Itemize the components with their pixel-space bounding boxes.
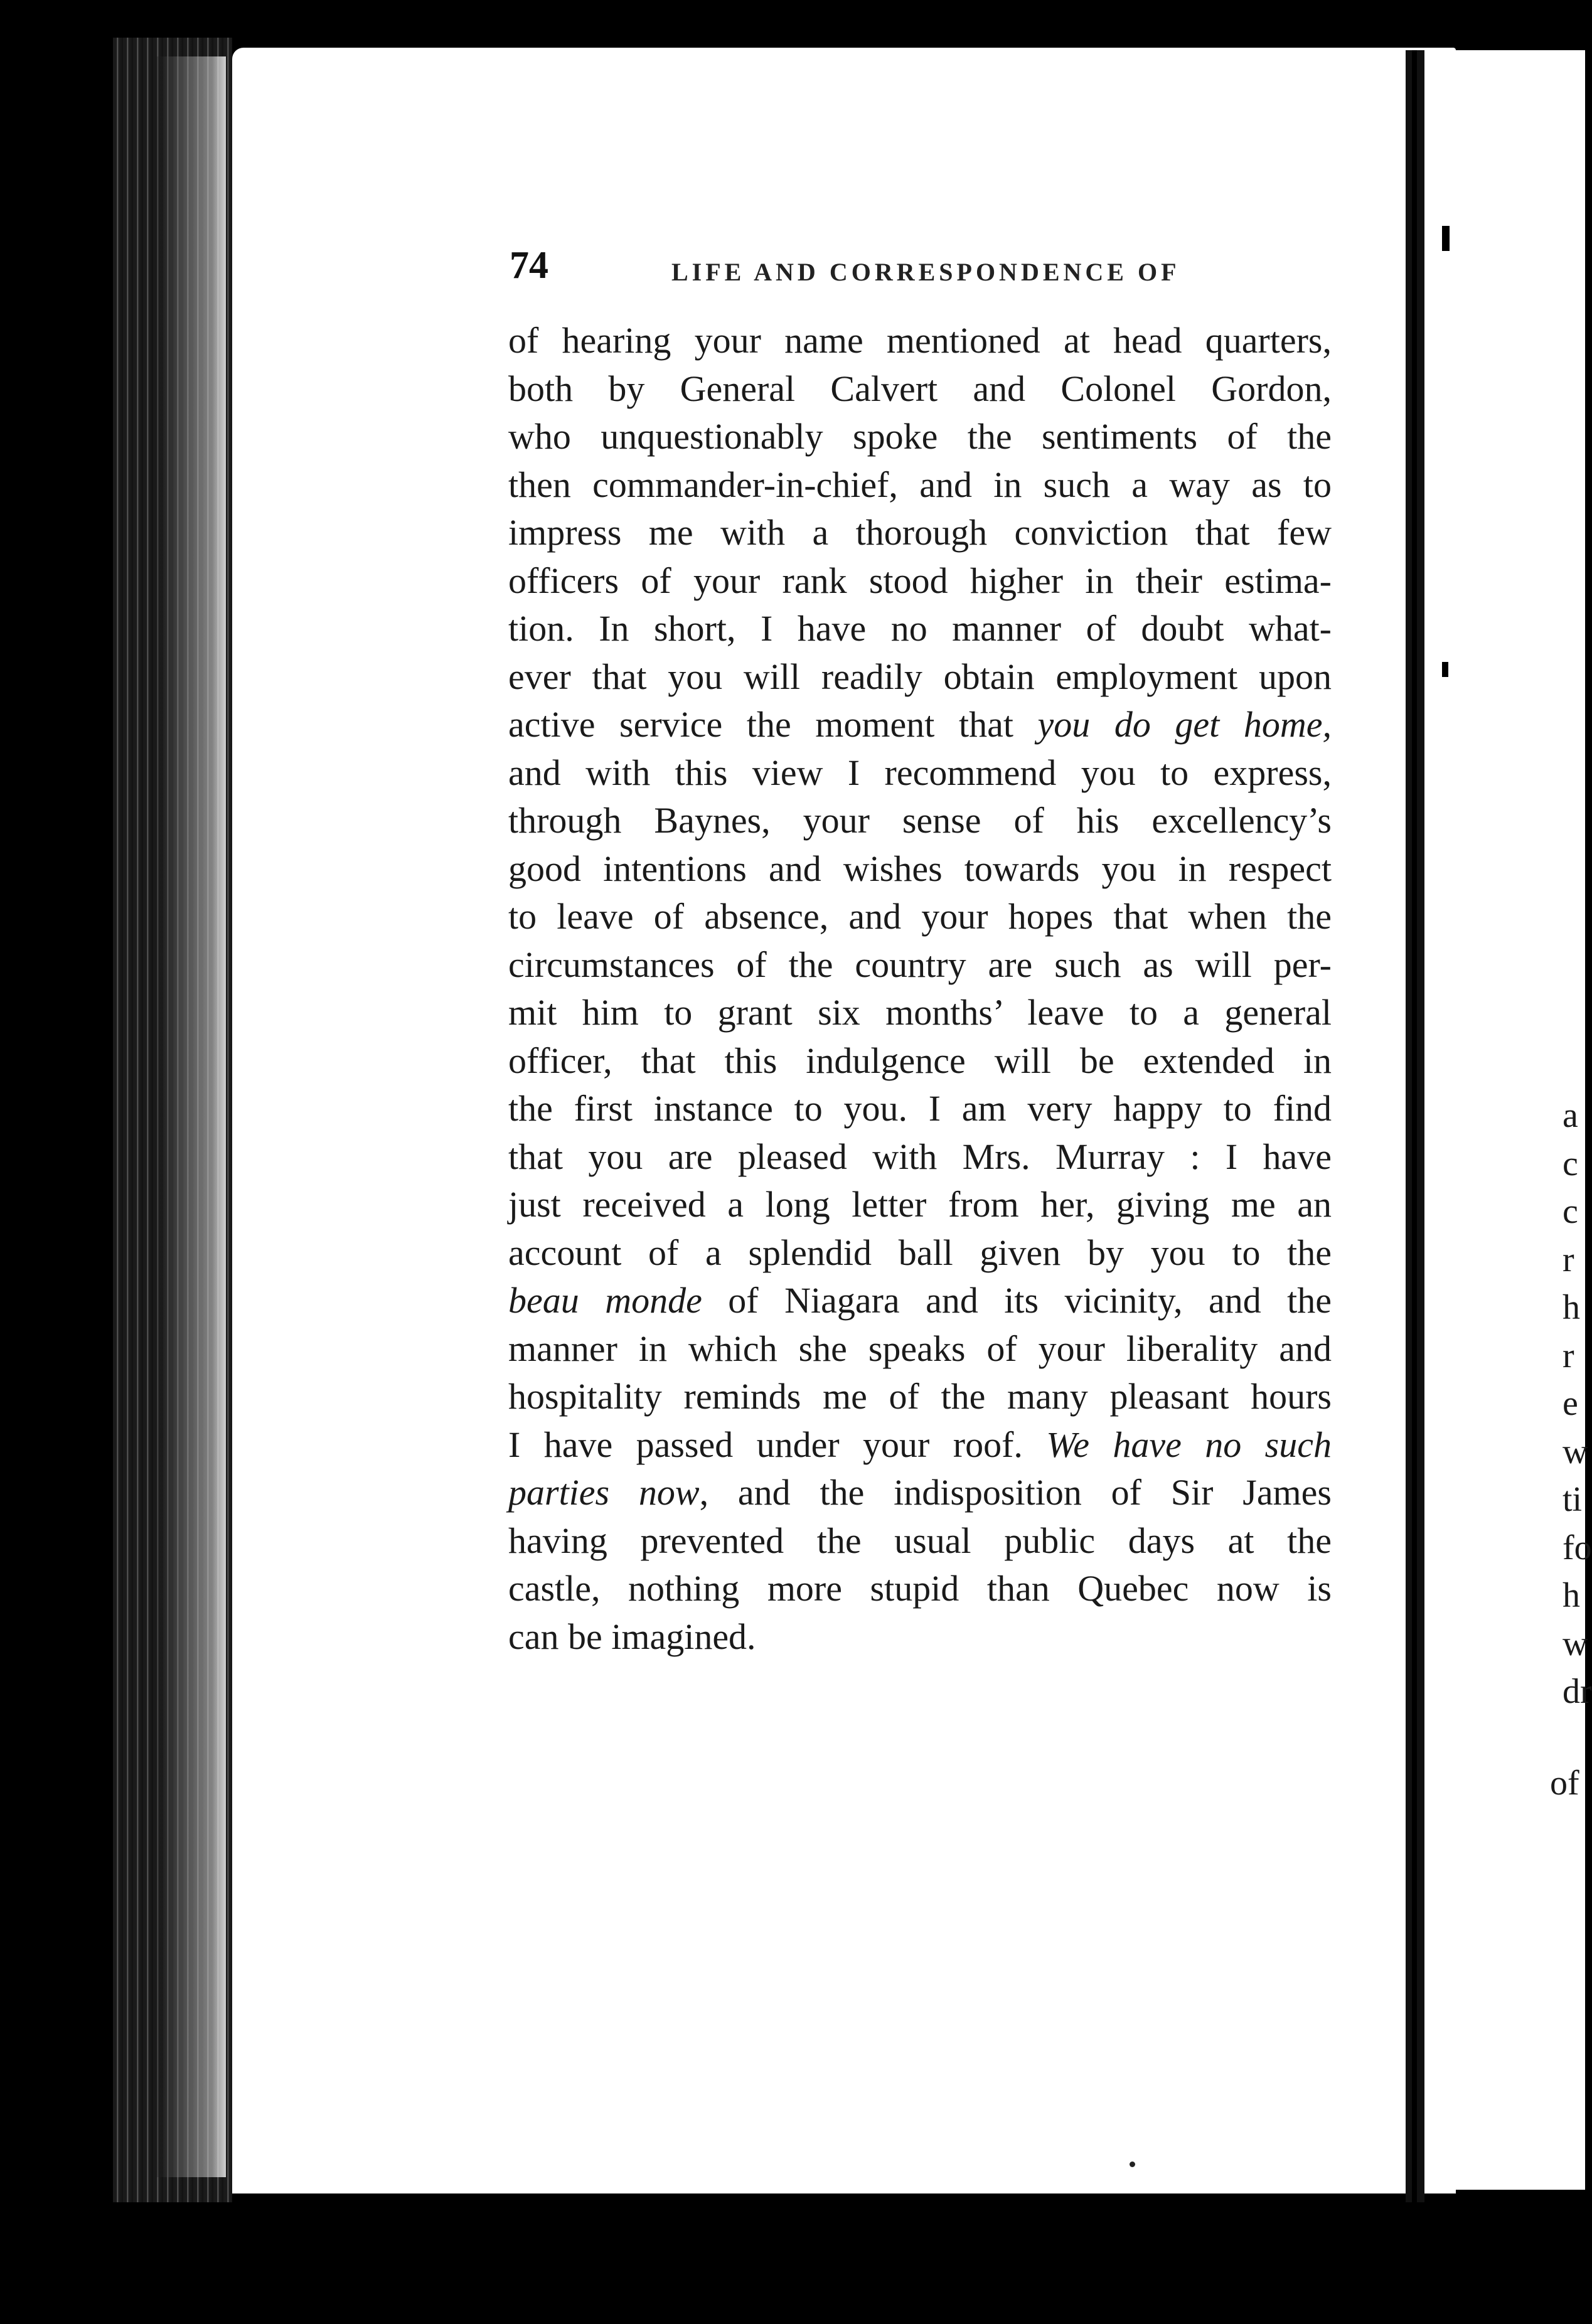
text-line (508, 749, 1332, 797)
text-segment: then commander-in-chief, and in such a way as to (508, 464, 1332, 505)
text-segment: ever that you will readily obtain employment upon (508, 656, 1332, 697)
gutter-mark (1442, 226, 1450, 251)
text-line (508, 461, 1332, 509)
text-line (508, 941, 1332, 989)
facing-page-fragment: w (1563, 1624, 1588, 1663)
text-segment: who unquestionably spoke the sentiments of the (508, 416, 1332, 457)
text-line (508, 1037, 1332, 1085)
page-number: 74 (510, 244, 548, 287)
facing-page-text-fragments (1563, 1092, 1592, 1716)
text-segment: circumstances of the country are such as will per- (508, 944, 1332, 985)
text-segment: through Baynes, your sense of his excellency’s (508, 800, 1332, 841)
text-segment: I have passed under your roof. (508, 1424, 1047, 1465)
text-line (508, 1133, 1332, 1181)
text-segment: of Niagara and its vicinity, and the (702, 1280, 1332, 1321)
text-segment: that you are pleased with Mrs. Murray : I have (508, 1136, 1332, 1177)
text-line (508, 1229, 1332, 1277)
scan-border-top (0, 0, 1585, 50)
text-line (508, 1421, 1332, 1469)
gutter-mark (1442, 662, 1448, 677)
text-segment: just received a long letter from her, giving me an (508, 1184, 1332, 1225)
gutter-line (1412, 50, 1417, 2202)
running-title: LIFE AND CORRESPONDENCE OF (671, 258, 1180, 286)
text-segment: , and the indisposition of Sir James (699, 1472, 1332, 1513)
italic-text: parties now (508, 1472, 700, 1513)
facing-page-fragment: h (1563, 1288, 1580, 1327)
text-segment: castle, nothing more stupid than Quebec now is (508, 1568, 1332, 1609)
text-line (508, 1469, 1332, 1517)
text-segment: good intentions and wishes towards you in respect (508, 848, 1332, 889)
text-line (508, 605, 1332, 653)
facing-page-fragment: c (1563, 1144, 1578, 1183)
facing-page-fragment: dr (1563, 1672, 1592, 1711)
text-line (508, 1181, 1332, 1229)
page-curl-shadow (157, 56, 226, 2177)
facing-page-fragment: fo (1563, 1528, 1592, 1567)
text-line (508, 1277, 1332, 1325)
text-segment: active service the moment that (508, 704, 1038, 745)
text-segment: account of a splendid ball given by you to the (508, 1232, 1332, 1273)
text-segment: to leave of absence, and your hopes that when the (508, 896, 1332, 937)
scan-border-bottom (0, 2215, 1585, 2324)
facing-page (1424, 50, 1592, 2165)
text-segment: can be imagined. (508, 1616, 756, 1657)
text-line (508, 1517, 1332, 1565)
text-segment: mit him to grant six months’ leave to a general (508, 992, 1332, 1033)
text-line (508, 365, 1332, 413)
italic-text: We have no such (1046, 1424, 1332, 1465)
facing-page-word: of (1550, 1764, 1579, 1803)
facing-page-fragment: r (1563, 1240, 1574, 1279)
text-segment: officers of your rank stood higher in their estima- (508, 560, 1332, 601)
running-head (510, 243, 1332, 287)
text-segment: tion. In short, I have no manner of doubt what- (508, 608, 1332, 649)
facing-page-fragment: w (1563, 1432, 1588, 1471)
body-text (508, 317, 1332, 1661)
text-line (508, 317, 1332, 365)
text-line (508, 653, 1332, 701)
facing-page-fragment: a (1563, 1096, 1578, 1135)
text-segment: having prevented the usual public days at the (508, 1520, 1332, 1561)
text-segment: and with this view I recommend you to express, (508, 752, 1332, 793)
text-line (508, 701, 1332, 749)
facing-page-fragment: c (1563, 1192, 1578, 1231)
text-line (508, 1373, 1332, 1421)
facing-page-fragment: ti (1563, 1480, 1583, 1519)
text-line (508, 1613, 1332, 1661)
facing-page-fragment: h (1563, 1576, 1580, 1615)
text-line (508, 845, 1332, 893)
text-line (508, 1565, 1332, 1613)
facing-page-fragment: e (1563, 1384, 1578, 1423)
text-line (508, 1325, 1332, 1373)
facing-page-fragment: r (1563, 1336, 1574, 1375)
text-line (508, 509, 1332, 557)
text-line (508, 989, 1332, 1037)
text-line (508, 1085, 1332, 1133)
text-line (508, 413, 1332, 461)
text-segment: impress me with a thorough conviction that few (508, 512, 1332, 553)
ink-dot (1130, 2161, 1135, 2167)
text-line (508, 557, 1332, 605)
text-segment: officer, that this indulgence will be extended in (508, 1040, 1332, 1081)
text-segment: manner in which she speaks of your liberality and (508, 1328, 1332, 1369)
text-segment: both by General Calvert and Colonel Gordon, (508, 368, 1332, 409)
text-segment: the first instance to you. I am very happy to find (508, 1088, 1332, 1129)
text-line (508, 893, 1332, 941)
text-segment: of hearing your name mentioned at head quarters, (508, 320, 1332, 361)
italic-text: beau monde (508, 1280, 702, 1321)
italic-text: you do get home, (1037, 704, 1332, 745)
facing-page-bottom (1424, 2158, 1585, 2190)
text-line (508, 797, 1332, 845)
text-segment: hospitality reminds me of the many pleasant hours (508, 1376, 1332, 1417)
